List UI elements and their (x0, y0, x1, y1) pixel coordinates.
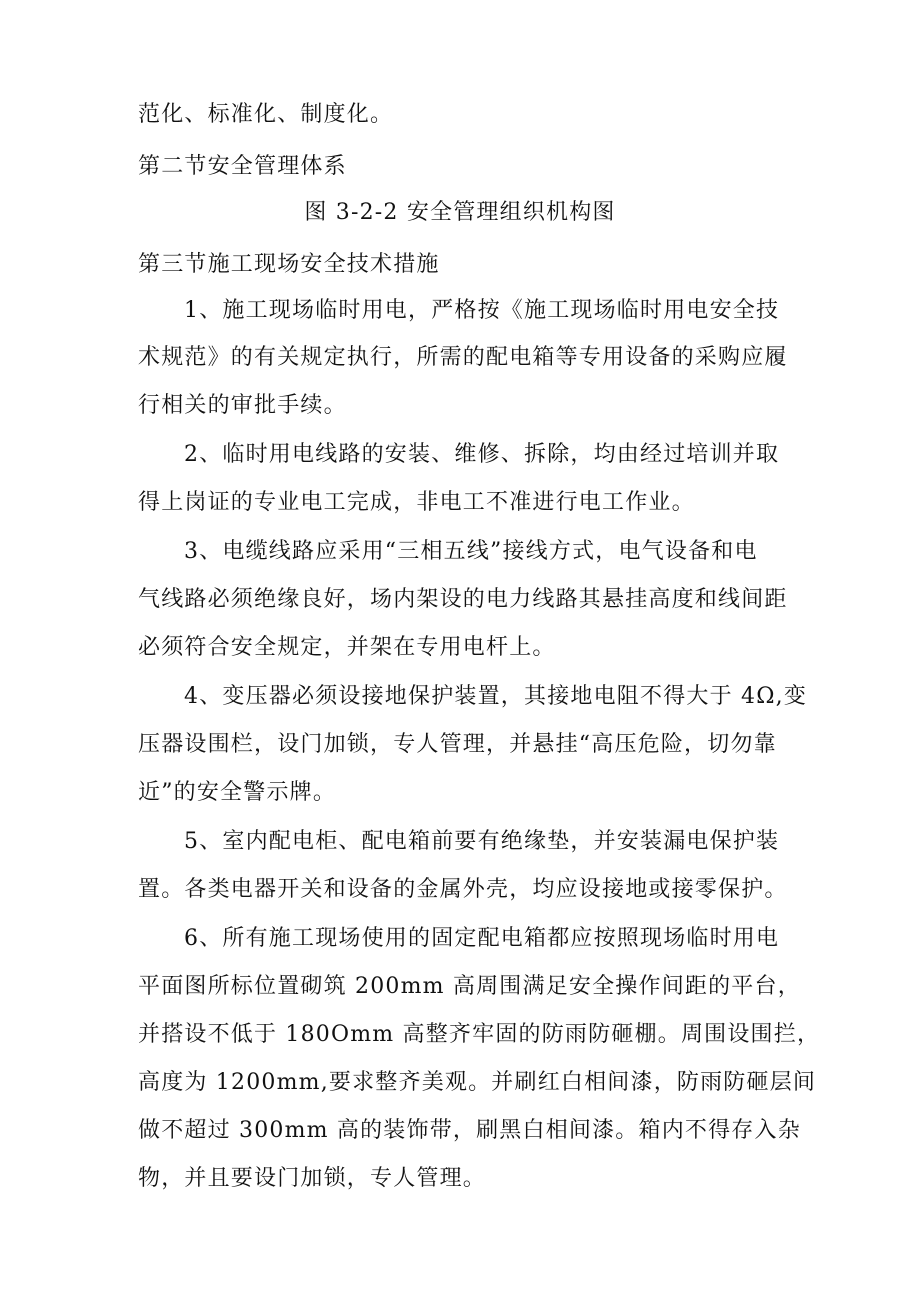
item-3-line-3: 必须符合安全规定，并架在专用电杆上。 (138, 635, 556, 660)
item-1-line-3: 行相关的审批手续。 (138, 393, 347, 418)
item-4-line-3: 近”的安全警示牌。 (138, 780, 337, 805)
item-6-line-3: 并搭设不低于 180Omm 高整齐牢固的防雨防砸棚。周围设围拦， (138, 1022, 821, 1047)
item-6-line-6: 物，并且要设门加锁，专人管理。 (138, 1166, 487, 1191)
section-heading-2: 第二节安全管理体系 (138, 154, 347, 179)
item-1-line-2: 术规范》的有关规定执行，所需的配电箱等专用设备的采购应履 (138, 345, 788, 370)
item-3-line-2: 气线路必须绝缘良好，场内架设的电力线路其悬挂高度和线间距 (138, 587, 788, 612)
item-6-line-1: 6、所有施工现场使用的固定配电箱都应按照现场临时用电 (184, 926, 780, 951)
item-5-line-2: 置。各类电器开关和设备的金属外壳，均应设接地或接零保护。 (138, 877, 788, 902)
item-5-line-1: 5、室内配电柜、配电箱前要有绝缘垫，并安装漏电保护装 (184, 829, 780, 854)
item-6-line-5: 做不超过 300mm 高的装饰带，刷黑白相间漆。箱内不得存入杂 (138, 1118, 801, 1143)
item-2-line-1: 2、临时用电线路的安装、维修、拆除，均由经过培训并取 (184, 442, 780, 467)
section-heading-3: 第三节施工现场安全技术措施 (138, 252, 440, 277)
item-4-line-1: 4、变压器必须设接地保护装置，其接地电阻不得大于 4Ω,变 (184, 684, 808, 709)
item-1-line-1: 1、施工现场临时用电，严格按《施工现场临时用电安全技 (184, 298, 780, 323)
item-6-line-4: 高度为 1200mm,要求整齐美观。并刷红白相间漆，防雨防砸层间 (138, 1070, 817, 1095)
figure-caption: 图 3-2-2 安全管理组织机构图 (304, 200, 616, 225)
paragraph-continuation: 范化、标准化、制度化。 (138, 102, 394, 127)
item-4-line-2: 压器设围栏，设门加锁，专人管理，并悬挂“高压危险，切勿靠 (138, 732, 777, 757)
item-2-line-2: 得上岗证的专业电工完成，非电工不准进行电工作业。 (138, 490, 695, 515)
item-6-line-2: 平面图所标位置砌筑 200mm 高周围满足安全操作间距的平台， (138, 974, 801, 999)
item-3-line-1: 3、电缆线路应采用“三相五线”接线方式，电气设备和电 (184, 539, 758, 564)
